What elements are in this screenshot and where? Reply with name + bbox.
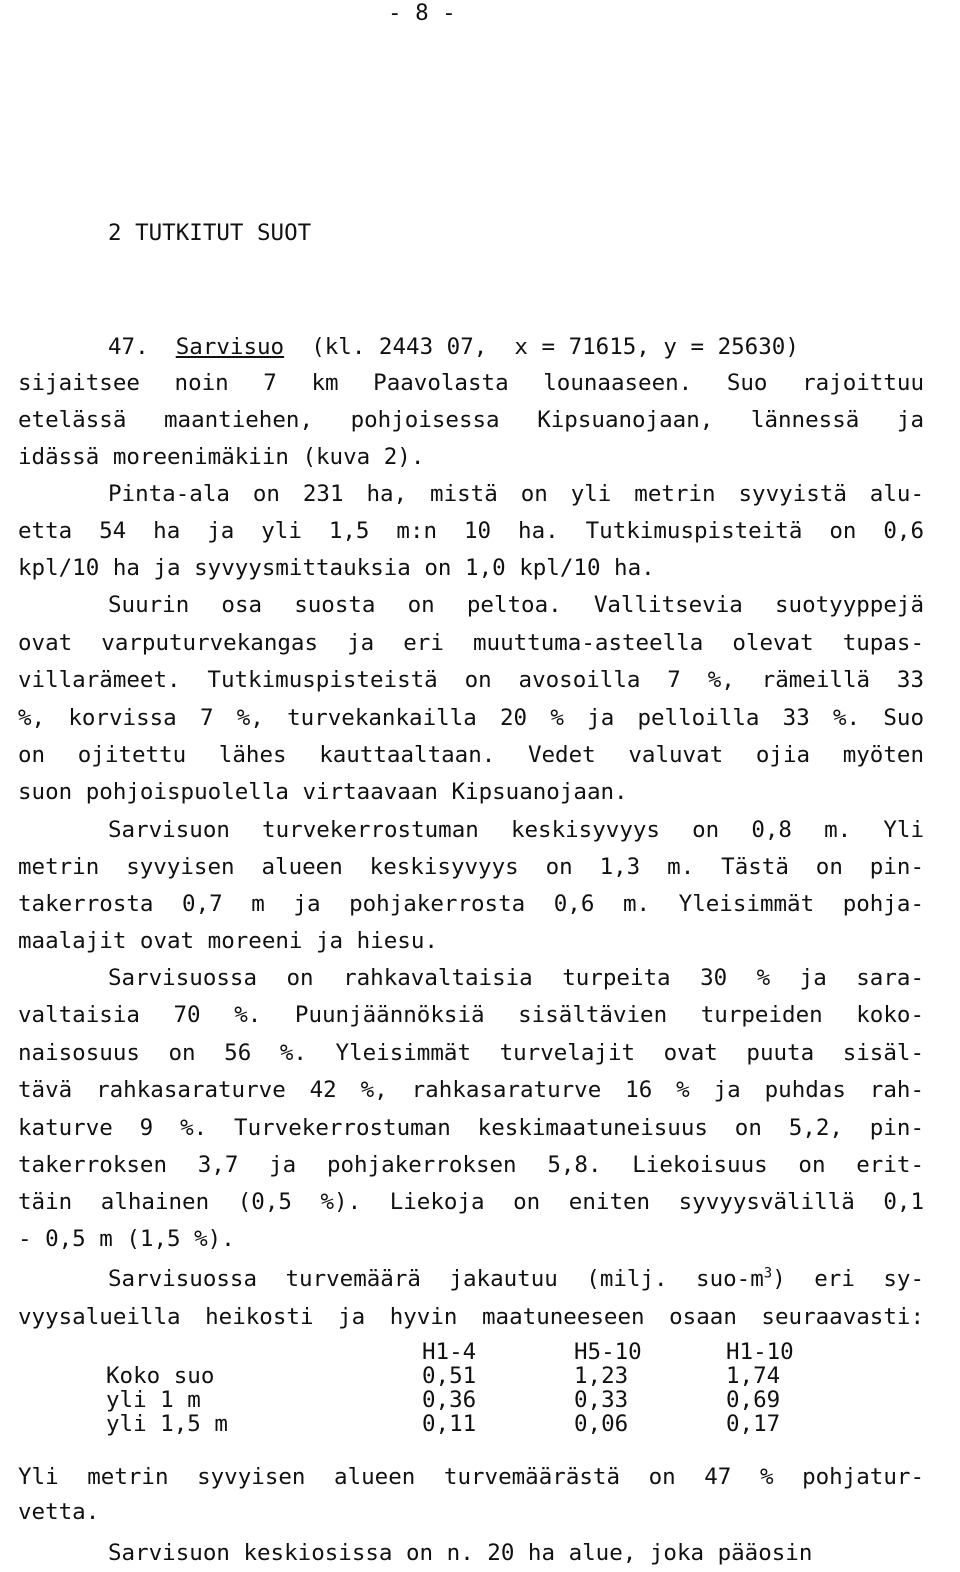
paragraph-3-line-3: villarämeet. Tutkimuspisteistä on avosoilla 7 %, rämeillä 33 bbox=[18, 667, 924, 693]
paragraph-6-line-2: vyysalueilla heikosti ja hyvin maatuneeseen osaan seuraavasti: bbox=[18, 1304, 924, 1330]
table-cell: yli 1,5 m bbox=[106, 1411, 228, 1437]
page-number: - 8 - bbox=[388, 0, 456, 26]
paragraph-5-line-1: Sarvisuossa on rahkavaltaisia turpeita 30 % ja sara- bbox=[108, 965, 924, 991]
paragraph-5-line-6: takerroksen 3,7 ja pohjakerroksen 5,8. Liekoisuus on erit- bbox=[18, 1152, 924, 1178]
paragraph-1-line-1 bbox=[108, 332, 924, 362]
paragraph-5-line-2: valtaisia 70 %. Puunjäännöksiä sisältävien turpeiden koko- bbox=[18, 1002, 924, 1028]
table-cell: 0,69 bbox=[726, 1387, 781, 1413]
paragraph-5-line-7: täin alhainen (0,5 %). Liekoja on eniten syvyysvälillä 0,1 bbox=[18, 1189, 924, 1215]
table-cell: 1,23 bbox=[574, 1363, 629, 1389]
table-header-cell bbox=[106, 1340, 422, 1364]
paragraph-5-line-5: katurve 9 %. Turvekerrostuman keskimaatuneisuus on 5,2, pin- bbox=[18, 1115, 924, 1141]
paragraph-5-line-3: naisosuus on 56 %. Yleisimmät turvelajit ovat puuta sisäl- bbox=[18, 1040, 924, 1066]
paragraph-7-line-2: vetta. bbox=[18, 1499, 100, 1525]
table-cell: 0,17 bbox=[726, 1411, 781, 1437]
table-cell: Koko suo bbox=[106, 1363, 215, 1389]
table-cell: yli 1 m bbox=[106, 1387, 201, 1413]
paragraph-4-line-3: takerrosta 0,7 m ja pohjakerrosta 0,6 m. Yleisimmät pohja- bbox=[18, 891, 924, 917]
paragraph-6-text-b: ) eri sy- bbox=[772, 1266, 925, 1292]
site-coordinates: (kl. 2443 07, x = 71615, y = 25630) bbox=[311, 334, 799, 360]
paragraph-2-line-3: kpl/10 ha ja syvyysmittauksia on 1,0 kpl/10 ha. bbox=[18, 555, 655, 581]
paragraph-7-line-1: Yli metrin syvyisen alueen turvemäärästä on 47 % pohjatur- bbox=[18, 1464, 924, 1490]
site-number: 47. bbox=[108, 334, 149, 360]
table-cell: 0,33 bbox=[574, 1387, 629, 1413]
section-heading: 2 TUTKITUT SUOT bbox=[108, 220, 312, 246]
table-row bbox=[106, 1364, 846, 1388]
cubic-superscript: 3 bbox=[763, 1265, 773, 1282]
paragraph-6-text-a: Sarvisuossa turvemäärä jakautuu (milj. suo-m bbox=[108, 1266, 764, 1292]
table-cell: 0,11 bbox=[422, 1411, 477, 1437]
paragraph-1-line-3: etelässä maantiehen, pohjoisessa Kipsuanojaan, lännessä ja bbox=[18, 407, 924, 433]
table-cell: 0,51 bbox=[422, 1363, 477, 1389]
table-cell: 0,36 bbox=[422, 1387, 477, 1413]
table-header-cell: H1-4 bbox=[422, 1339, 477, 1365]
paragraph-3-line-4: %, korvissa 7 %, turvekankailla 20 % ja pelloilla 33 %. Suo bbox=[18, 705, 924, 731]
paragraph-5-line-8: - 0,5 m (1,5 %). bbox=[18, 1226, 235, 1252]
paragraph-1-line-2: sijaitsee noin 7 km Paavolasta lounaaseen. Suo rajoittuu bbox=[18, 370, 924, 396]
paragraph-3-line-2: ovat varputurvekangas ja eri muuttuma-asteella olevat tupas- bbox=[18, 630, 924, 656]
table-row bbox=[106, 1388, 846, 1412]
paragraph-3-line-5: on ojitettu lähes kauttaaltaan. Vedet valuvat ojia myöten bbox=[18, 742, 924, 768]
paragraph-8-line-1: Sarvisuon keskiosissa on n. 20 ha alue, joka pääosin bbox=[108, 1540, 813, 1566]
table-cell: 1,74 bbox=[726, 1363, 781, 1389]
paragraph-4-line-1: Sarvisuon turvekerrostuman keskisyvyys on 0,8 m. Yli bbox=[108, 817, 924, 843]
table-header-row bbox=[106, 1340, 846, 1364]
table-header-cell: H1-10 bbox=[726, 1339, 794, 1365]
table-row bbox=[106, 1412, 846, 1436]
site-name: Sarvisuo bbox=[175, 334, 285, 360]
paragraph-1-line-4: idässä moreenimäkiin (kuva 2). bbox=[18, 444, 425, 470]
peat-volume-table bbox=[106, 1340, 846, 1436]
table-header-cell: H5-10 bbox=[574, 1339, 642, 1365]
table-cell: 0,06 bbox=[574, 1411, 629, 1437]
paragraph-3-line-6: suon pohjoispuolella virtaavaan Kipsuanojaan. bbox=[18, 779, 628, 805]
paragraph-4-line-4: maalajit ovat moreeni ja hiesu. bbox=[18, 928, 438, 954]
paragraph-2-line-1: Pinta-ala on 231 ha, mistä on yli metrin syvyistä alu- bbox=[108, 481, 924, 507]
paragraph-6-line-1 bbox=[108, 1264, 924, 1294]
paragraph-3-line-1: Suurin osa suosta on peltoa. Vallitsevia suotyyppejä bbox=[108, 592, 924, 618]
paragraph-5-line-4: tävä rahkasaraturve 42 %, rahkasaraturve 16 % ja puhdas rah- bbox=[18, 1077, 924, 1103]
paragraph-2-line-2: etta 54 ha ja yli 1,5 m:n 10 ha. Tutkimuspisteitä on 0,6 bbox=[18, 518, 924, 544]
paragraph-4-line-2: metrin syvyisen alueen keskisyvyys on 1,3 m. Tästä on pin- bbox=[18, 854, 924, 880]
